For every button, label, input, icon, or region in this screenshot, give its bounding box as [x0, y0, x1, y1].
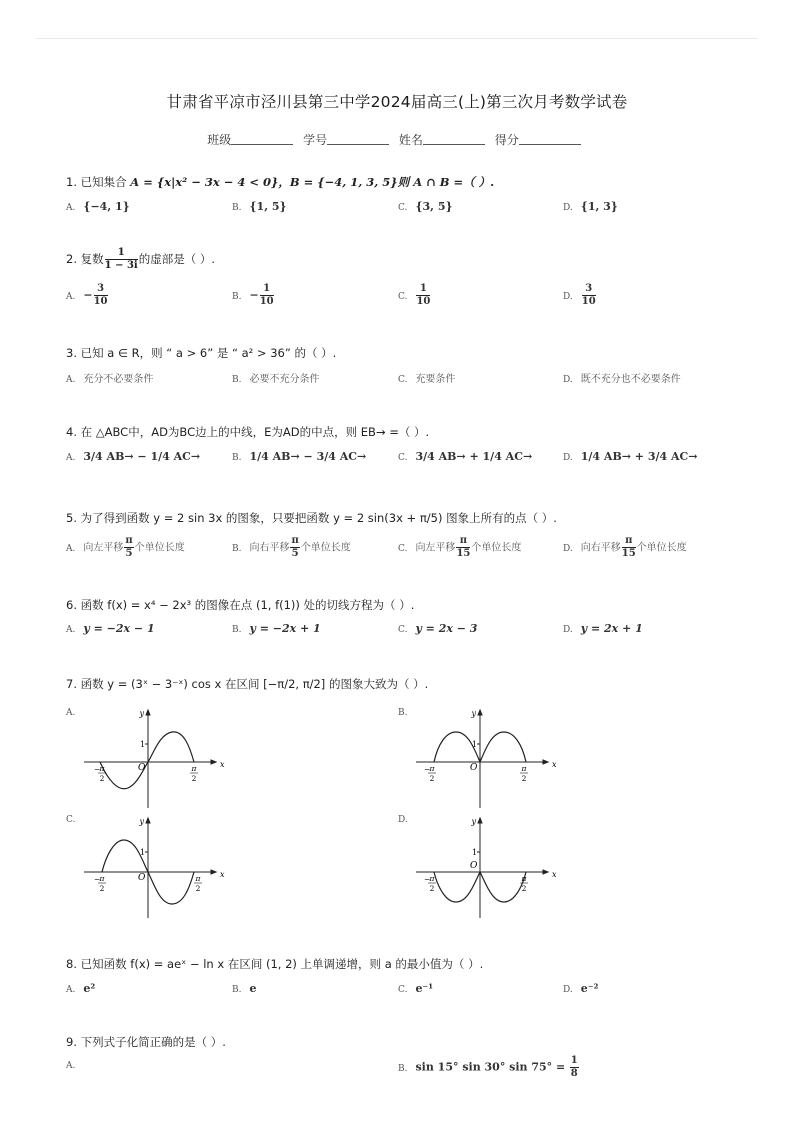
x-axis-label: x	[220, 760, 225, 769]
question-7: 7. 函数 y = (3ˣ − 3⁻ˣ) cos x 在区间 [−π/2, π/2] 的图象大致为（ ）.	[66, 677, 429, 691]
x-axis-arrow-icon	[211, 870, 216, 874]
q1-option-a[interactable]: A. {−4, 1}	[66, 200, 130, 213]
score-label: 得分	[494, 133, 519, 147]
x-axis-arrow-icon	[543, 760, 548, 764]
q2-option-d[interactable]: D. $\frac{3}{10}$	[563, 283, 596, 307]
pi-label: π	[521, 764, 527, 773]
y-axis-arrow-icon	[146, 710, 150, 715]
y-axis-arrow-icon	[146, 818, 150, 823]
neg-pi-label: π	[429, 764, 435, 773]
curve	[100, 732, 194, 789]
neg-two-label: 2	[429, 774, 435, 783]
q7-graph-b[interactable]	[412, 704, 557, 808]
q1-option-b[interactable]: B. {1, 5}	[232, 200, 287, 213]
neg-sign: −	[424, 765, 431, 774]
q7-option-d-label[interactable]: D.	[398, 815, 408, 825]
top-rule	[36, 38, 758, 39]
q7-graph-d[interactable]	[412, 812, 557, 918]
q9-option-b[interactable]: B. sin 15° sin 30° sin 75° = $\frac{1}{8}$	[398, 1055, 578, 1079]
neg-sign: −	[94, 875, 101, 884]
q5-option-b[interactable]: B. 向右平移 $\frac{\pi}{5}$ 个单位长度	[232, 535, 351, 559]
origin-label: O	[138, 763, 146, 773]
q8-option-b[interactable]: B. e	[232, 982, 257, 995]
pi-label: π	[195, 874, 201, 883]
two-label: 2	[521, 884, 527, 893]
q3-option-b[interactable]: B. 必要不充分条件	[232, 374, 320, 385]
two-label: 2	[195, 884, 201, 893]
origin-label: O	[138, 873, 146, 883]
neg-sign: −	[94, 765, 101, 774]
origin-label: O	[470, 861, 478, 871]
question-1	[66, 174, 494, 190]
neg-two-label: 2	[429, 884, 435, 893]
q4-option-c[interactable]: C. 3/4 AB→ + 1/4 AC→	[398, 450, 533, 463]
student-info-line	[0, 131, 794, 148]
neg-pi-label: π	[99, 764, 105, 773]
q3-option-a[interactable]: A. 充分不必要条件	[66, 374, 154, 385]
q6-option-a[interactable]: A. y = −2x − 1	[66, 622, 155, 635]
class-blank[interactable]	[231, 132, 293, 145]
y-axis-label: y	[139, 817, 144, 826]
neg-pi-label: π	[429, 874, 435, 883]
q4-option-a[interactable]: A. 3/4 AB→ − 1/4 AC→	[66, 450, 201, 463]
score-blank[interactable]	[519, 132, 581, 145]
pi-label: π	[191, 764, 197, 773]
pi-label: π	[521, 874, 527, 883]
x-axis-label: x	[220, 870, 225, 879]
q5-option-c[interactable]: C. 向左平移 $\frac{\pi}{15}$ 个单位长度	[398, 535, 522, 559]
q8-option-d[interactable]: D. e⁻²	[563, 982, 599, 995]
question-2: 2. 复数 $\frac{1}{1 - 3i}$ 的虚部是（ ）.	[66, 247, 216, 271]
neg-two-label: 2	[99, 884, 105, 893]
tick-one-label: 1	[140, 848, 146, 857]
q2-option-c[interactable]: C. $\frac{1}{10}$	[398, 283, 431, 307]
q2-option-a[interactable]: A. − $\frac{3}{10}$	[66, 283, 108, 307]
q7-graph-a[interactable]	[80, 704, 225, 808]
q2-option-b[interactable]: B. − $\frac{1}{10}$	[232, 283, 274, 307]
neg-two-label: 2	[99, 774, 105, 783]
two-label: 2	[521, 774, 527, 783]
q7-option-a-label[interactable]: A.	[66, 708, 76, 718]
question-9: 9. 下列式子化简正确的是（ ）.	[66, 1035, 226, 1049]
q4-option-b[interactable]: B. 1/4 AB→ − 3/4 AC→	[232, 450, 367, 463]
q7-option-c-label[interactable]: C.	[66, 815, 76, 825]
y-axis-label: y	[471, 709, 476, 718]
q3-option-d[interactable]: D. 既不充分也不必要条件	[563, 374, 681, 385]
y-axis-label: y	[139, 709, 144, 718]
tick-one-label: 1	[472, 848, 478, 857]
q6-option-c[interactable]: C. y = 2x − 3	[398, 622, 478, 635]
q7-option-b-label[interactable]: B.	[398, 708, 408, 718]
q3-option-c[interactable]: C. 充要条件	[398, 374, 456, 385]
x-axis-arrow-icon	[543, 870, 548, 874]
q1-option-d[interactable]: D. {1, 3}	[563, 200, 618, 213]
id-label: 学号	[303, 133, 328, 147]
origin-label: O	[470, 763, 478, 773]
question-3: 3. 已知 a ∈ R，则 “ a > 6” 是 “ a² > 36” 的（ ）.	[66, 346, 337, 360]
y-axis-label: y	[471, 817, 476, 826]
x-axis-label: x	[552, 760, 557, 769]
q8-option-a[interactable]: A. e²	[66, 982, 96, 995]
y-axis-arrow-icon	[478, 710, 482, 715]
y-axis-arrow-icon	[478, 818, 482, 823]
question-6: 6. 函数 f(x) = x⁴ − 2x³ 的图像在点 (1, f(1)) 处的切线方程为（ ）.	[66, 598, 415, 612]
question-4: 4. 在 △ABC中，AD为BC边上的中线，E为AD的中点，则 EB→ =（ ）.	[66, 425, 430, 439]
page-title: 甘肃省平凉市泾川县第三中学2024届高三(上)第三次月考数学试卷	[166, 93, 628, 111]
q5-option-a[interactable]: A. 向左平移 $\frac{\pi}{5}$ 个单位长度	[66, 535, 185, 559]
question-8: 8. 已知函数 f(x) = aeˣ − ln x 在区间 (1, 2) 上单调递增，则 a 的最小值为（ ）.	[66, 957, 484, 971]
q9-option-a[interactable]: A.	[66, 1061, 76, 1071]
two-label: 2	[191, 774, 197, 783]
name-label: 姓名	[398, 133, 423, 147]
q6-option-b[interactable]: B. y = −2x + 1	[232, 622, 321, 635]
question-1-text: A = {x|x² − 3x − 4 < 0}，B = {−4, 1, 3, 5}则 A ∩ B =（ ）.	[130, 175, 495, 189]
class-label: 班级	[207, 133, 232, 147]
q6-option-d[interactable]: D. y = 2x + 1	[563, 622, 643, 635]
q4-option-d[interactable]: D. 1/4 AB→ + 3/4 AC→	[563, 450, 698, 463]
x-axis-arrow-icon	[211, 760, 216, 764]
q8-option-c[interactable]: C. e⁻¹	[398, 982, 434, 995]
q1-option-c[interactable]: C. {3, 5}	[398, 200, 453, 213]
x-axis-label: x	[552, 870, 557, 879]
question-1-prefix: 1. 已知集合	[66, 175, 131, 189]
question-5: 5. 为了得到函数 y = 2 sin 3x 的图象，只要把函数 y = 2 sin(3x + π/5) 图象上所有的点（ ）.	[66, 511, 557, 525]
q5-option-d[interactable]: D. 向右平移 $\frac{\pi}{15}$ 个单位长度	[563, 535, 687, 559]
tick-one-label: 1	[140, 740, 146, 749]
id-blank[interactable]	[327, 132, 389, 145]
tick-one-label: 1	[472, 740, 478, 749]
neg-pi-label: π	[99, 874, 105, 883]
q7-graph-c[interactable]	[80, 812, 225, 918]
name-blank[interactable]	[423, 132, 485, 145]
neg-sign: −	[424, 875, 431, 884]
